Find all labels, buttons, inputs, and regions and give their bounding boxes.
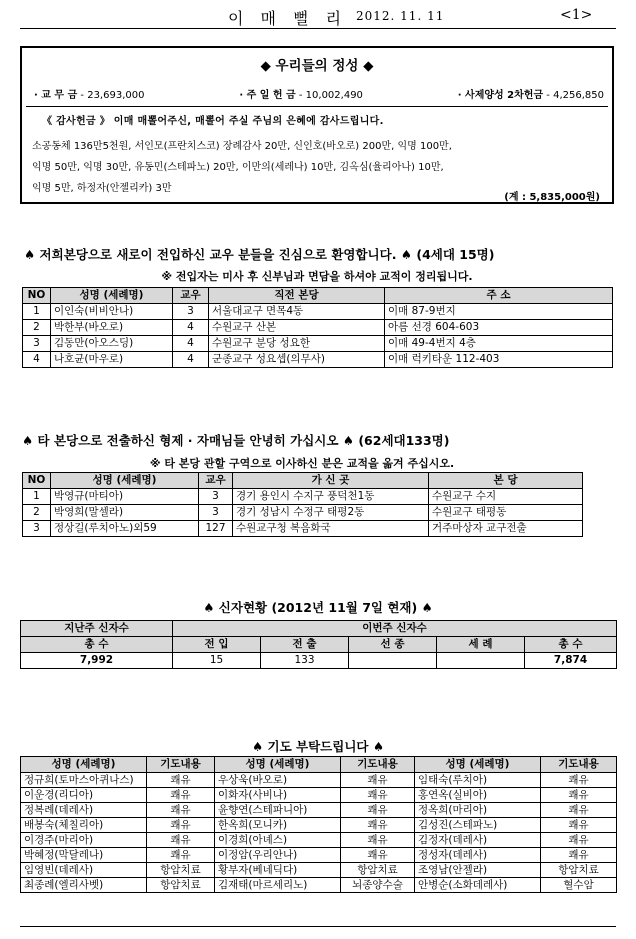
table-row: 3 김동만(아오스딩) 4 수원교구 분당 성요한 이매 49-4번지 4층 bbox=[23, 336, 613, 352]
table-header-row bbox=[21, 637, 617, 653]
this-total-value: 7,874 bbox=[525, 653, 617, 669]
page-number: <1> bbox=[560, 7, 593, 23]
prayer-intent: 쾌유 bbox=[147, 848, 215, 863]
prayer-intent: 쾌유 bbox=[341, 833, 415, 848]
offering-title: ◆ 우리들의 정성 ◆ bbox=[260, 58, 374, 74]
prayer-intent: 쾌유 bbox=[341, 803, 415, 818]
col-header: 전 출 bbox=[261, 637, 349, 653]
prayer-intent: 쾌유 bbox=[147, 773, 215, 788]
prayer-intent: 쾌유 bbox=[341, 788, 415, 803]
table-header-row bbox=[23, 473, 583, 489]
prayer-title: ♠ 기도 부탁드립니다 ♠ bbox=[251, 739, 385, 754]
prayer-name: 이화자(사비나) bbox=[215, 788, 341, 803]
last-total-value: 7,992 bbox=[21, 653, 173, 669]
stats-table bbox=[20, 620, 617, 669]
prayer-name: 윤향연(스테파니아) bbox=[215, 803, 341, 818]
table-row: 4 나호균(마우로) 4 군종교구 성요셉(의무사) 이매 럭키타운 112-403 bbox=[23, 352, 613, 368]
table-row: 2 박영희(말셀라) 3 경기 성남시 수정구 태평2동 수원교구 태평동 bbox=[23, 505, 583, 521]
prayer-table bbox=[20, 756, 617, 893]
prayer-name: 한옥희(모니카) bbox=[215, 818, 341, 833]
prayer-name: 정옥희(마리아) bbox=[415, 803, 541, 818]
offering-total: (계 : 5,835,000원) bbox=[504, 192, 600, 203]
col-header: 기도내용 bbox=[541, 757, 617, 773]
prayer-intent: 쾌유 bbox=[147, 833, 215, 848]
prayer-name: 임영빈(데레사) bbox=[21, 863, 147, 878]
prayer-intent: 항암치료 bbox=[147, 878, 215, 893]
table-row: 2 박한부(바오로) 4 수원교구 산본 아름 선경 604-603 bbox=[23, 320, 613, 336]
amount-item: · 주 일 헌 금 - 10,002,490 bbox=[239, 90, 363, 101]
this-week-label: 이번주 신자수 bbox=[173, 621, 617, 637]
prayer-name: 김재태(마르세리노) bbox=[215, 878, 341, 893]
prayer-intent: 쾌유 bbox=[541, 848, 617, 863]
donor-line: 익명 50만, 익명 30만, 유동민(스테파노) 20만, 이만의(세레나) 10만, 김옥심(율리아나) 10만, bbox=[32, 162, 444, 173]
table-header-row bbox=[21, 621, 617, 637]
col-header: 성명 (세례명) bbox=[51, 473, 199, 489]
prayer-name: 이운경(리디아) bbox=[21, 788, 147, 803]
page-header bbox=[0, 0, 636, 30]
col-header: 성명 (세례명) bbox=[21, 757, 147, 773]
prayer-intent: 쾌유 bbox=[541, 773, 617, 788]
col-header: 본 당 bbox=[429, 473, 583, 489]
prayer-name: 임태숙(루치아) bbox=[415, 773, 541, 788]
prayer-intent: 쾌유 bbox=[541, 833, 617, 848]
table-row bbox=[21, 818, 617, 833]
welcome-table bbox=[22, 287, 613, 368]
col-header: 전 입 bbox=[173, 637, 261, 653]
col-header: 총 수 bbox=[21, 637, 173, 653]
prayer-intent: 항암치료 bbox=[341, 863, 415, 878]
prayer-name: 조영남(안젤라) bbox=[415, 863, 541, 878]
table-header-row bbox=[23, 288, 613, 304]
col-header: 성명 (세례명) bbox=[51, 288, 173, 304]
col-header: 교우 bbox=[173, 288, 209, 304]
farewell-table bbox=[22, 472, 583, 537]
prayer-name: 정성자(데레사) bbox=[415, 848, 541, 863]
prayer-name: 이경주(마리아) bbox=[21, 833, 147, 848]
prayer-intent: 쾌유 bbox=[147, 788, 215, 803]
table-row bbox=[21, 803, 617, 818]
prayer-intent: 항암치료 bbox=[541, 863, 617, 878]
prayer-intent: 뇌종양수술 bbox=[341, 878, 415, 893]
prayer-name: 안병순(소화데레사) bbox=[415, 878, 541, 893]
stats-title: ♠ 신자현황 (2012년 11월 7일 현재) ♠ bbox=[203, 600, 433, 615]
prayer-intent: 쾌유 bbox=[541, 803, 617, 818]
prayer-name: 최종례(엘리사벳) bbox=[21, 878, 147, 893]
col-header: 주 소 bbox=[385, 288, 613, 304]
table-header-row bbox=[21, 757, 617, 773]
donor-line: 소공동체 136만5천원, 서인모(프란치스코) 장례감사 20만, 신인호(바오로) 200만, 익명 100만, bbox=[32, 141, 452, 152]
table-row bbox=[21, 833, 617, 848]
prayer-name: 김성진(스테파노) bbox=[415, 818, 541, 833]
prayer-name: 홍연옥(실비아) bbox=[415, 788, 541, 803]
header-divider bbox=[20, 28, 616, 29]
prayer-name: 박혜정(막달레나) bbox=[21, 848, 147, 863]
footer-divider bbox=[20, 926, 616, 927]
amount-item: · 교 무 금 - 23,693,000 bbox=[34, 90, 145, 101]
bulletin-date: 2012. 11. 11 bbox=[356, 9, 445, 23]
col-header: 직전 본당 bbox=[209, 288, 385, 304]
prayer-intent: 항암치료 bbox=[147, 863, 215, 878]
col-header: 선 종 bbox=[349, 637, 437, 653]
prayer-intent: 쾌유 bbox=[147, 803, 215, 818]
donor-line: 익명 5만, 하정자(안젤리카) 3만 bbox=[32, 183, 172, 194]
col-header: 가 신 곳 bbox=[233, 473, 429, 489]
offering-amounts bbox=[34, 86, 604, 101]
table-row bbox=[21, 863, 617, 878]
thanks-heading: 《 감사헌금 》 이매 매뽈어주신, 매뽈어 주실 주님의 은혜에 감사드립니다. bbox=[42, 116, 384, 127]
table-row: 3 정상길(루치아노)외59 127 수원교구청 복음화국 거주마상자 교구전출 bbox=[23, 521, 583, 537]
prayer-name: 황부자(베네딕다) bbox=[215, 863, 341, 878]
prayer-intent: 쾌유 bbox=[341, 773, 415, 788]
farewell-title: ♠ 타 본당으로 전출하신 형제 · 자매님들 안녕히 가십시오 ♠ (62세대133명) bbox=[22, 433, 450, 448]
bulletin-title: 이 매 뻘 리 bbox=[228, 9, 348, 28]
farewell-note: ※ 타 본당 관할 구역으로 이사하신 분은 교적을 옮겨 주십시오. bbox=[149, 457, 455, 470]
prayer-intent: 쾌유 bbox=[341, 818, 415, 833]
table-row bbox=[21, 878, 617, 893]
prayer-name: 배봉숙(체칠리아) bbox=[21, 818, 147, 833]
amount-item: · 사제양성 2차헌금 - 4,256,850 bbox=[457, 90, 604, 101]
prayer-intent: 쾌유 bbox=[147, 818, 215, 833]
prayer-intent: 쾌유 bbox=[541, 788, 617, 803]
welcome-note: ※ 전입자는 미사 후 신부님과 면담을 하셔야 교적이 정리됩니다. bbox=[161, 270, 473, 283]
col-header: 총 수 bbox=[525, 637, 617, 653]
table-row bbox=[21, 788, 617, 803]
offering-divider bbox=[26, 106, 608, 107]
col-header: 기도내용 bbox=[341, 757, 415, 773]
table-row: 7,992 15 133 7,874 bbox=[21, 653, 617, 669]
table-row bbox=[21, 848, 617, 863]
prayer-intent: 쾌유 bbox=[541, 818, 617, 833]
table-row: 1 이인숙(비비안나) 3 서울대교구 면목4동 이매 87-9번지 bbox=[23, 304, 613, 320]
table-row: 1 박영규(마티아) 3 경기 용인시 수지구 풍덕천1동 수원교구 수지 bbox=[23, 489, 583, 505]
last-week-label: 지난주 신자수 bbox=[21, 621, 173, 637]
col-header: NO bbox=[23, 473, 51, 489]
col-header: NO bbox=[23, 288, 51, 304]
offering-box bbox=[20, 46, 614, 204]
prayer-name: 이정암(우리안나) bbox=[215, 848, 341, 863]
col-header: 성명 (세례명) bbox=[415, 757, 541, 773]
prayer-name: 정복례(데레사) bbox=[21, 803, 147, 818]
col-header: 기도내용 bbox=[147, 757, 215, 773]
prayer-name: 우상욱(바오로) bbox=[215, 773, 341, 788]
col-header: 세 례 bbox=[437, 637, 525, 653]
col-header: 교우 bbox=[199, 473, 233, 489]
prayer-intent: 혈수암 bbox=[541, 878, 617, 893]
prayer-name: 이경희(아녜스) bbox=[215, 833, 341, 848]
prayer-name: 김정자(데레사) bbox=[415, 833, 541, 848]
col-header: 성명 (세례명) bbox=[215, 757, 341, 773]
table-row bbox=[21, 773, 617, 788]
prayer-name: 정규희(토마스아퀴나스) bbox=[21, 773, 147, 788]
welcome-title: ♠ 저희본당으로 새로이 전입하신 교우 분들을 진심으로 환영합니다. ♠ (4세대 15명) bbox=[24, 247, 495, 262]
prayer-intent: 쾌유 bbox=[341, 848, 415, 863]
